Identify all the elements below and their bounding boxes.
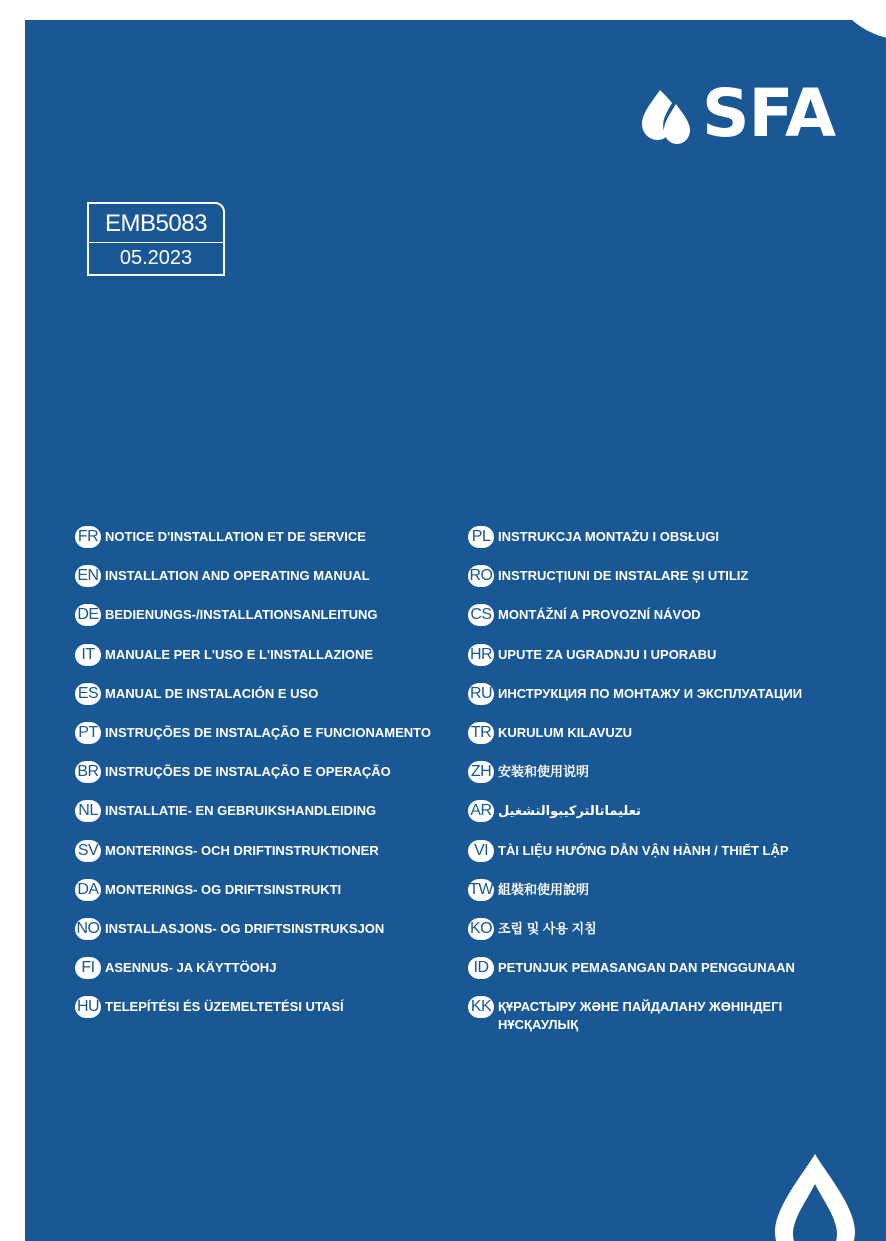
language-code-badge: KO bbox=[468, 918, 494, 940]
water-drop-icon bbox=[640, 86, 700, 146]
language-code-badge: IT bbox=[75, 644, 101, 666]
language-item-no bbox=[75, 918, 384, 940]
language-label: ҚҰРАСТЫРУ ЖӘНЕ ПАЙДАЛАНУ ЖӨНІНДЕГІ НҰСҚАУЛЫҚ bbox=[498, 999, 783, 1032]
language-label: TELEPÍTÉSI ÉS ÜZEMELTETÉSI UTASÍ bbox=[105, 999, 344, 1014]
language-code-badge: NL bbox=[75, 800, 101, 822]
language-item-it bbox=[75, 644, 373, 666]
language-label: BEDIENUNGS-/INSTALLATIONSANLEITUNG bbox=[105, 607, 378, 622]
language-code-badge: SV bbox=[75, 840, 101, 862]
language-item-hu bbox=[75, 996, 344, 1018]
language-item-ro bbox=[468, 565, 748, 587]
language-code-badge: KK bbox=[468, 996, 494, 1018]
language-label: INSTALLASJONS- OG DRIFTSINSTRUKSJON bbox=[105, 921, 385, 936]
language-label: MONTÁŽNÍ A PROVOZNÍ NÁVOD bbox=[498, 607, 701, 622]
language-code-badge: HU bbox=[75, 996, 101, 1018]
language-label: INSTRUÇÕES DE INSTALAÇÃO E OPERAÇÃO bbox=[105, 764, 391, 779]
language-label: 安装和使用说明 bbox=[498, 764, 590, 779]
language-label: INSTRUÇÕES DE INSTALAÇÃO E FUNCIONAMENTO bbox=[105, 725, 431, 740]
publication-date: 05.2023 bbox=[119, 247, 193, 269]
language-code-badge: DE bbox=[75, 604, 101, 626]
brand-name: SFA bbox=[702, 75, 836, 152]
language-code-badge: RU bbox=[468, 683, 494, 705]
language-label: ИНСТРУКЦИЯ ПО МОНТАЖУ И ЭКСПЛУАТАЦИИ bbox=[498, 686, 803, 701]
reference-box bbox=[87, 202, 225, 276]
language-label: ASENNUS- JA KÄYTTÖOHJ bbox=[105, 960, 277, 975]
language-label: UPUTE ZA UGRADNJU I UPORABU bbox=[498, 647, 717, 662]
language-label: KURULUM KILAVUZU bbox=[498, 725, 633, 740]
language-item-cs bbox=[468, 604, 701, 626]
language-code-badge: NO bbox=[75, 918, 101, 940]
language-code-badge: BR bbox=[75, 761, 101, 783]
language-label: INSTALLATIE- EN GEBRUIKSHANDLEIDING bbox=[105, 803, 377, 818]
brand-logo bbox=[640, 75, 840, 152]
language-item-en bbox=[75, 565, 370, 587]
language-code-badge: TW bbox=[468, 879, 494, 901]
language-label: MONTERINGS- OG DRIFTSINSTRUKTI bbox=[105, 882, 342, 897]
language-code-badge: ZH bbox=[468, 761, 494, 783]
language-label: INSTALLATION AND OPERATING MANUAL bbox=[105, 568, 370, 583]
model-number: EMB5083 bbox=[105, 210, 207, 237]
language-item-br bbox=[75, 761, 391, 783]
water-drop-icon bbox=[745, 1152, 885, 1241]
language-item-kk bbox=[468, 996, 818, 1034]
language-item-tr bbox=[468, 722, 632, 744]
language-item-tw bbox=[468, 879, 589, 901]
corner-cutout bbox=[825, 20, 886, 40]
language-item-zh bbox=[468, 761, 589, 783]
language-code-badge: DA bbox=[75, 879, 101, 901]
language-item-es bbox=[75, 683, 318, 705]
language-item-id bbox=[468, 957, 795, 979]
language-item-ko bbox=[468, 918, 597, 940]
language-item-fr bbox=[75, 526, 366, 548]
language-item-fi bbox=[75, 957, 276, 979]
language-item-vi bbox=[468, 840, 789, 862]
language-label: INSTRUCȚIUNI DE INSTALARE ȘI UTILIZ bbox=[498, 568, 749, 583]
language-item-pl bbox=[468, 526, 719, 548]
language-label: تعليماتالتركيبوالتشغيل bbox=[498, 803, 641, 818]
language-code-badge: TR bbox=[468, 722, 494, 744]
language-code-badge: RO bbox=[468, 565, 494, 587]
language-code-badge: FI bbox=[75, 957, 101, 979]
language-code-badge: ID bbox=[468, 957, 494, 979]
language-item-sv bbox=[75, 840, 379, 862]
language-item-de bbox=[75, 604, 378, 626]
language-code-badge: PT bbox=[75, 722, 101, 744]
language-code-badge: EN bbox=[75, 565, 101, 587]
language-item-hr bbox=[468, 644, 716, 666]
language-item-da bbox=[75, 879, 341, 901]
language-label: 조립 및 사용 지침 bbox=[498, 921, 597, 936]
language-label: MANUAL DE INSTALACIÓN E USO bbox=[105, 686, 319, 701]
language-code-badge: HR bbox=[468, 644, 494, 666]
language-code-badge: AR bbox=[468, 800, 494, 822]
language-label: MANUALE PER L'USO E L'INSTALLAZIONE bbox=[105, 647, 374, 662]
language-item-ru bbox=[468, 683, 802, 705]
language-label: 組裝和使用說明 bbox=[498, 882, 590, 897]
language-item-nl bbox=[75, 800, 376, 822]
language-code-badge: CS bbox=[468, 604, 494, 626]
language-label: INSTRUKCJA MONTAŻU I OBSŁUGI bbox=[498, 529, 719, 544]
language-label: TÀI LIỆU HƯỚNG DẪN VẬN HÀNH / THIẾT LẬP bbox=[498, 843, 789, 858]
language-label: MONTERINGS- OCH DRIFTINSTRUKTIONER bbox=[105, 843, 379, 858]
language-label: NOTICE D'INSTALLATION ET DE SERVICE bbox=[105, 529, 366, 544]
reference-divider bbox=[89, 242, 223, 243]
language-label: PETUNJUK PEMASANGAN DAN PENGGUNAAN bbox=[498, 960, 795, 975]
language-code-badge: ES bbox=[75, 683, 101, 705]
language-item-ar bbox=[468, 800, 641, 822]
language-item-pt bbox=[75, 722, 431, 744]
language-code-badge: PL bbox=[468, 526, 494, 548]
language-code-badge: FR bbox=[75, 526, 101, 548]
cover-page bbox=[25, 20, 886, 1241]
language-code-badge: VI bbox=[468, 840, 494, 862]
